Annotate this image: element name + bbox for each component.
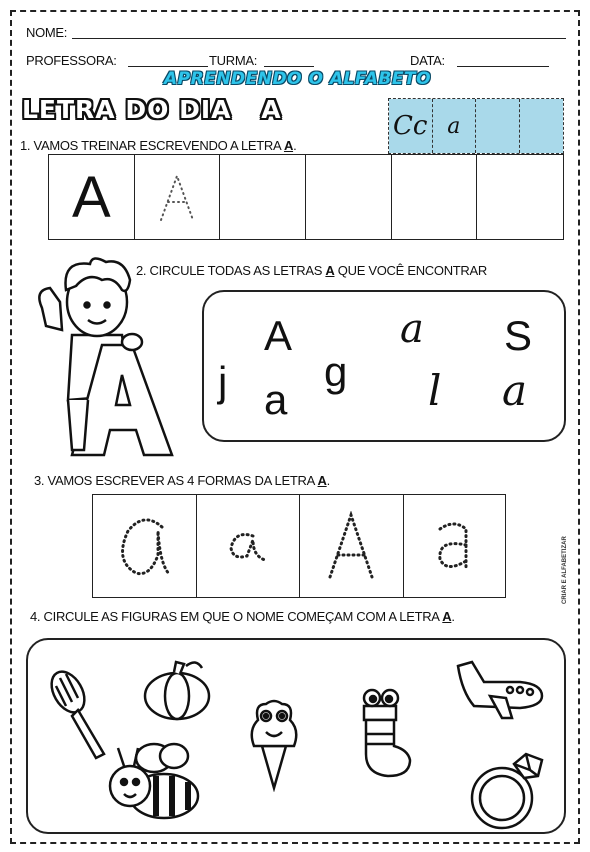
forms-grid <box>92 494 506 598</box>
hunt-letter[interactable]: a <box>400 306 424 352</box>
boy-with-letter-a-icon <box>32 250 182 460</box>
dotted-print-a-icon <box>326 511 376 581</box>
dotted-print-small-a-icon <box>432 519 476 573</box>
instruction-text: 4. CIRCULE AS FIGURAS EM QUE O NOME COMEÇAM COM A LETRA <box>30 609 443 624</box>
cursive-cell <box>520 99 563 153</box>
write-cell[interactable] <box>392 155 478 239</box>
instruction-letter: A <box>325 263 335 278</box>
cursive-cell <box>433 99 477 153</box>
instruction-text: 2. CIRCULE TODAS AS LETRAS <box>136 263 326 278</box>
cursive-letter: Cc <box>393 111 428 141</box>
hunt-letter[interactable]: a <box>264 376 288 423</box>
turma-line[interactable] <box>264 66 314 67</box>
instruction-letter: A <box>283 138 294 153</box>
letter-hunt-box <box>202 290 566 442</box>
section1-instruction <box>20 138 296 153</box>
hunt-letter[interactable]: j <box>218 358 228 405</box>
sock-icon[interactable] <box>348 684 418 784</box>
hunt-letter[interactable]: S <box>504 312 533 359</box>
hunt-letter[interactable]: A <box>264 312 293 359</box>
instruction-text: 1. VAMOS TREINAR ESCREVENDO A LETRA <box>20 138 284 153</box>
hunt-letter[interactable]: a <box>502 366 528 415</box>
form-cell-cursive-upper[interactable] <box>93 495 197 597</box>
dotted-cursive-a-icon <box>114 511 174 581</box>
instruction-letter: A <box>317 473 327 488</box>
instruction-text: 3. VAMOS ESCREVER AS 4 FORMAS DA LETRA <box>34 473 318 488</box>
page-title <box>22 95 282 124</box>
ice-cream-icon[interactable] <box>246 696 302 792</box>
model-letter: A <box>71 164 111 230</box>
airplane-icon[interactable] <box>450 652 546 722</box>
professora-line[interactable] <box>128 66 208 67</box>
instruction-suffix: QUE VOCÊ ENCONTRAR <box>334 263 487 278</box>
title-letter: A <box>261 95 282 124</box>
section2-instruction <box>136 263 487 278</box>
banner-title: APRENDENDO O ALFABETO <box>164 69 432 89</box>
pictures-box <box>26 638 566 834</box>
bee-icon[interactable] <box>98 740 208 826</box>
dotted-cursive-small-a-icon <box>223 526 273 566</box>
cursive-cell <box>476 99 520 153</box>
hunt-letter[interactable]: g <box>324 348 348 395</box>
writing-grid <box>48 154 564 240</box>
form-cell-cursive-lower[interactable] <box>197 495 301 597</box>
ring-icon[interactable] <box>468 750 548 832</box>
data-line[interactable] <box>457 66 549 67</box>
model-cell <box>49 155 135 239</box>
cursive-box <box>388 98 564 154</box>
write-cell[interactable] <box>220 155 306 239</box>
instruction-suffix: . <box>326 473 330 488</box>
form-cell-print-upper[interactable] <box>300 495 404 597</box>
side-credit: CRIAR E ALFABETIZAR <box>562 536 568 604</box>
write-cell[interactable] <box>306 155 392 239</box>
nome-line[interactable] <box>72 38 566 39</box>
trace-cell[interactable] <box>135 155 221 239</box>
cursive-letter: a <box>447 113 461 139</box>
section4-instruction <box>30 609 455 624</box>
form-cell-print-lower[interactable] <box>404 495 506 597</box>
pumpkin-icon[interactable] <box>140 656 214 722</box>
turma-label: TURMA: <box>209 53 258 68</box>
professora-label: PROFESSORA: <box>26 53 117 68</box>
hunt-letter[interactable]: l <box>428 366 442 415</box>
data-label: DATA: <box>410 53 445 68</box>
cursive-cell <box>389 99 433 153</box>
write-cell[interactable] <box>477 155 563 239</box>
nome-label: NOME: <box>26 25 68 40</box>
title-text: LETRA DO DIA <box>22 95 232 124</box>
dotted-a-icon <box>157 172 197 222</box>
section3-instruction <box>34 473 330 488</box>
instruction-suffix: . <box>451 609 455 624</box>
instruction-letter: A <box>442 609 452 624</box>
instruction-suffix: . <box>293 138 297 153</box>
worksheet-page <box>10 10 580 844</box>
